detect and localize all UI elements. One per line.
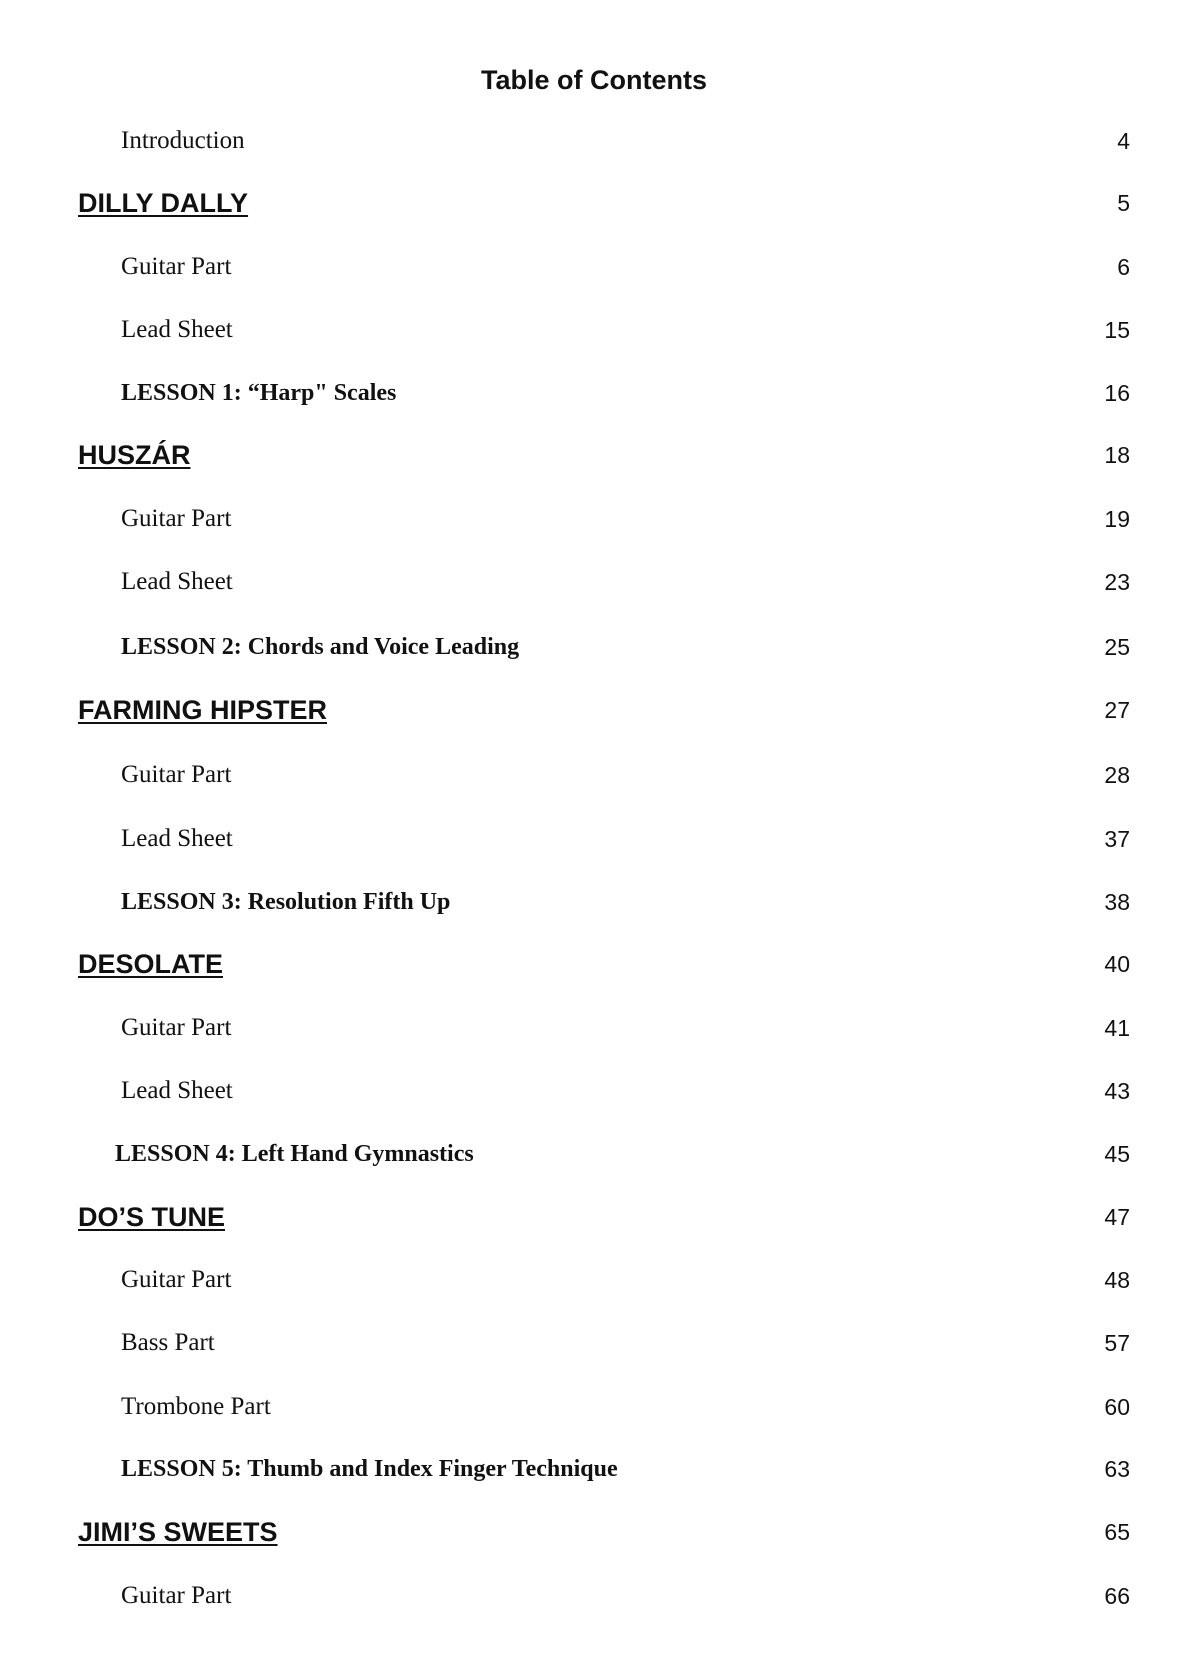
toc-lesson-2[interactable] (0, 627, 1188, 667)
toc-entry-lead-sheet[interactable] (0, 1071, 1188, 1111)
toc-song-title: DILLY DALLY (78, 188, 249, 218)
toc-entry-label: Guitar Part (121, 761, 232, 788)
toc-song-title: HUSZÁR (78, 440, 191, 470)
toc-page-number: 47 (1104, 1204, 1130, 1230)
toc-page-number: 66 (1104, 1583, 1130, 1609)
toc-song-farming-hipster[interactable] (0, 690, 1188, 730)
toc-song-title: DO’S TUNE (78, 1202, 226, 1232)
toc-page-number: 23 (1104, 569, 1130, 595)
toc-entry-guitar-part[interactable] (0, 247, 1188, 287)
toc-entry-label: Guitar Part (121, 1266, 232, 1293)
toc-entry-introduction[interactable] (0, 121, 1188, 161)
toc-lesson-title: LESSON 4: Left Hand Gymnastics (115, 1141, 474, 1167)
toc-entry-lead-sheet[interactable] (0, 562, 1188, 602)
toc-entry-label: Guitar Part (121, 1582, 232, 1609)
toc-song-jimis-sweets[interactable] (0, 1512, 1188, 1552)
toc-song-huszar[interactable] (0, 435, 1188, 475)
toc-entry-guitar-part[interactable] (0, 1576, 1188, 1616)
toc-entry-guitar-part[interactable] (0, 1008, 1188, 1048)
toc-song-title: DESOLATE (78, 949, 224, 979)
toc-song-title: JIMI’S SWEETS (78, 1517, 278, 1547)
toc-page-number: 37 (1104, 826, 1130, 852)
toc-page-number: 57 (1104, 1330, 1130, 1356)
toc-page-number: 19 (1104, 506, 1130, 532)
toc-entry-trombone-part[interactable] (0, 1387, 1188, 1427)
toc-lesson-1[interactable] (0, 373, 1188, 413)
toc-song-dilly-dally[interactable] (0, 183, 1188, 223)
toc-page-number: 41 (1104, 1015, 1130, 1041)
toc-page-number: 18 (1104, 442, 1130, 468)
toc-entry-label: Lead Sheet (121, 825, 233, 852)
toc-entry-label: Bass Part (121, 1329, 215, 1356)
toc-page-number: 15 (1104, 317, 1130, 343)
toc-lesson-title: LESSON 5: Thumb and Index Finger Technique (121, 1456, 618, 1482)
toc-entry-guitar-part[interactable] (0, 499, 1188, 539)
toc-lesson-title: LESSON 3: Resolution Fifth Up (121, 889, 451, 915)
toc-page-number: 60 (1104, 1394, 1130, 1420)
toc-entry-label: Guitar Part (121, 253, 232, 280)
toc-page-number: 43 (1104, 1078, 1130, 1104)
toc-page-number: 5 (1117, 190, 1130, 216)
toc-page-number: 28 (1104, 762, 1130, 788)
toc-page-number: 4 (1117, 128, 1130, 154)
toc-entry-label: Lead Sheet (121, 568, 233, 595)
toc-page-number: 40 (1104, 951, 1130, 977)
toc-page-number: 27 (1104, 697, 1130, 723)
toc-lesson-4[interactable] (0, 1134, 1188, 1174)
toc-page-number: 63 (1104, 1456, 1130, 1482)
toc-entry-label: Guitar Part (121, 505, 232, 532)
toc-entry-label: Introduction (121, 127, 245, 154)
toc-page-number: 16 (1104, 380, 1130, 406)
toc-entry-lead-sheet[interactable] (0, 310, 1188, 350)
toc-entry-label: Lead Sheet (121, 316, 233, 343)
toc-lesson-5[interactable] (0, 1449, 1188, 1489)
toc-page-number: 38 (1104, 889, 1130, 915)
toc-page-number: 25 (1104, 634, 1130, 660)
toc-entry-bass-part[interactable] (0, 1323, 1188, 1363)
toc-lesson-title: LESSON 1: “Harp" Scales (121, 380, 397, 406)
toc-entry-label: Trombone Part (121, 1393, 271, 1420)
toc-entry-guitar-part[interactable] (0, 1260, 1188, 1300)
toc-song-dos-tune[interactable] (0, 1197, 1188, 1237)
toc-entry-guitar-part[interactable] (0, 755, 1188, 795)
toc-song-desolate[interactable] (0, 944, 1188, 984)
toc-page-number: 48 (1104, 1267, 1130, 1293)
toc-entry-label: Guitar Part (121, 1014, 232, 1041)
toc-page-number: 6 (1117, 254, 1130, 280)
toc-song-title: FARMING HIPSTER (78, 695, 328, 725)
toc-lesson-title: LESSON 2: Chords and Voice Leading (121, 634, 520, 660)
toc-page-number: 45 (1104, 1141, 1130, 1167)
toc-entry-lead-sheet[interactable] (0, 819, 1188, 859)
toc-entry-label: Lead Sheet (121, 1077, 233, 1104)
toc-page-number: 65 (1104, 1519, 1130, 1545)
toc-lesson-3[interactable] (0, 882, 1188, 922)
page-title: Table of Contents (481, 65, 707, 95)
